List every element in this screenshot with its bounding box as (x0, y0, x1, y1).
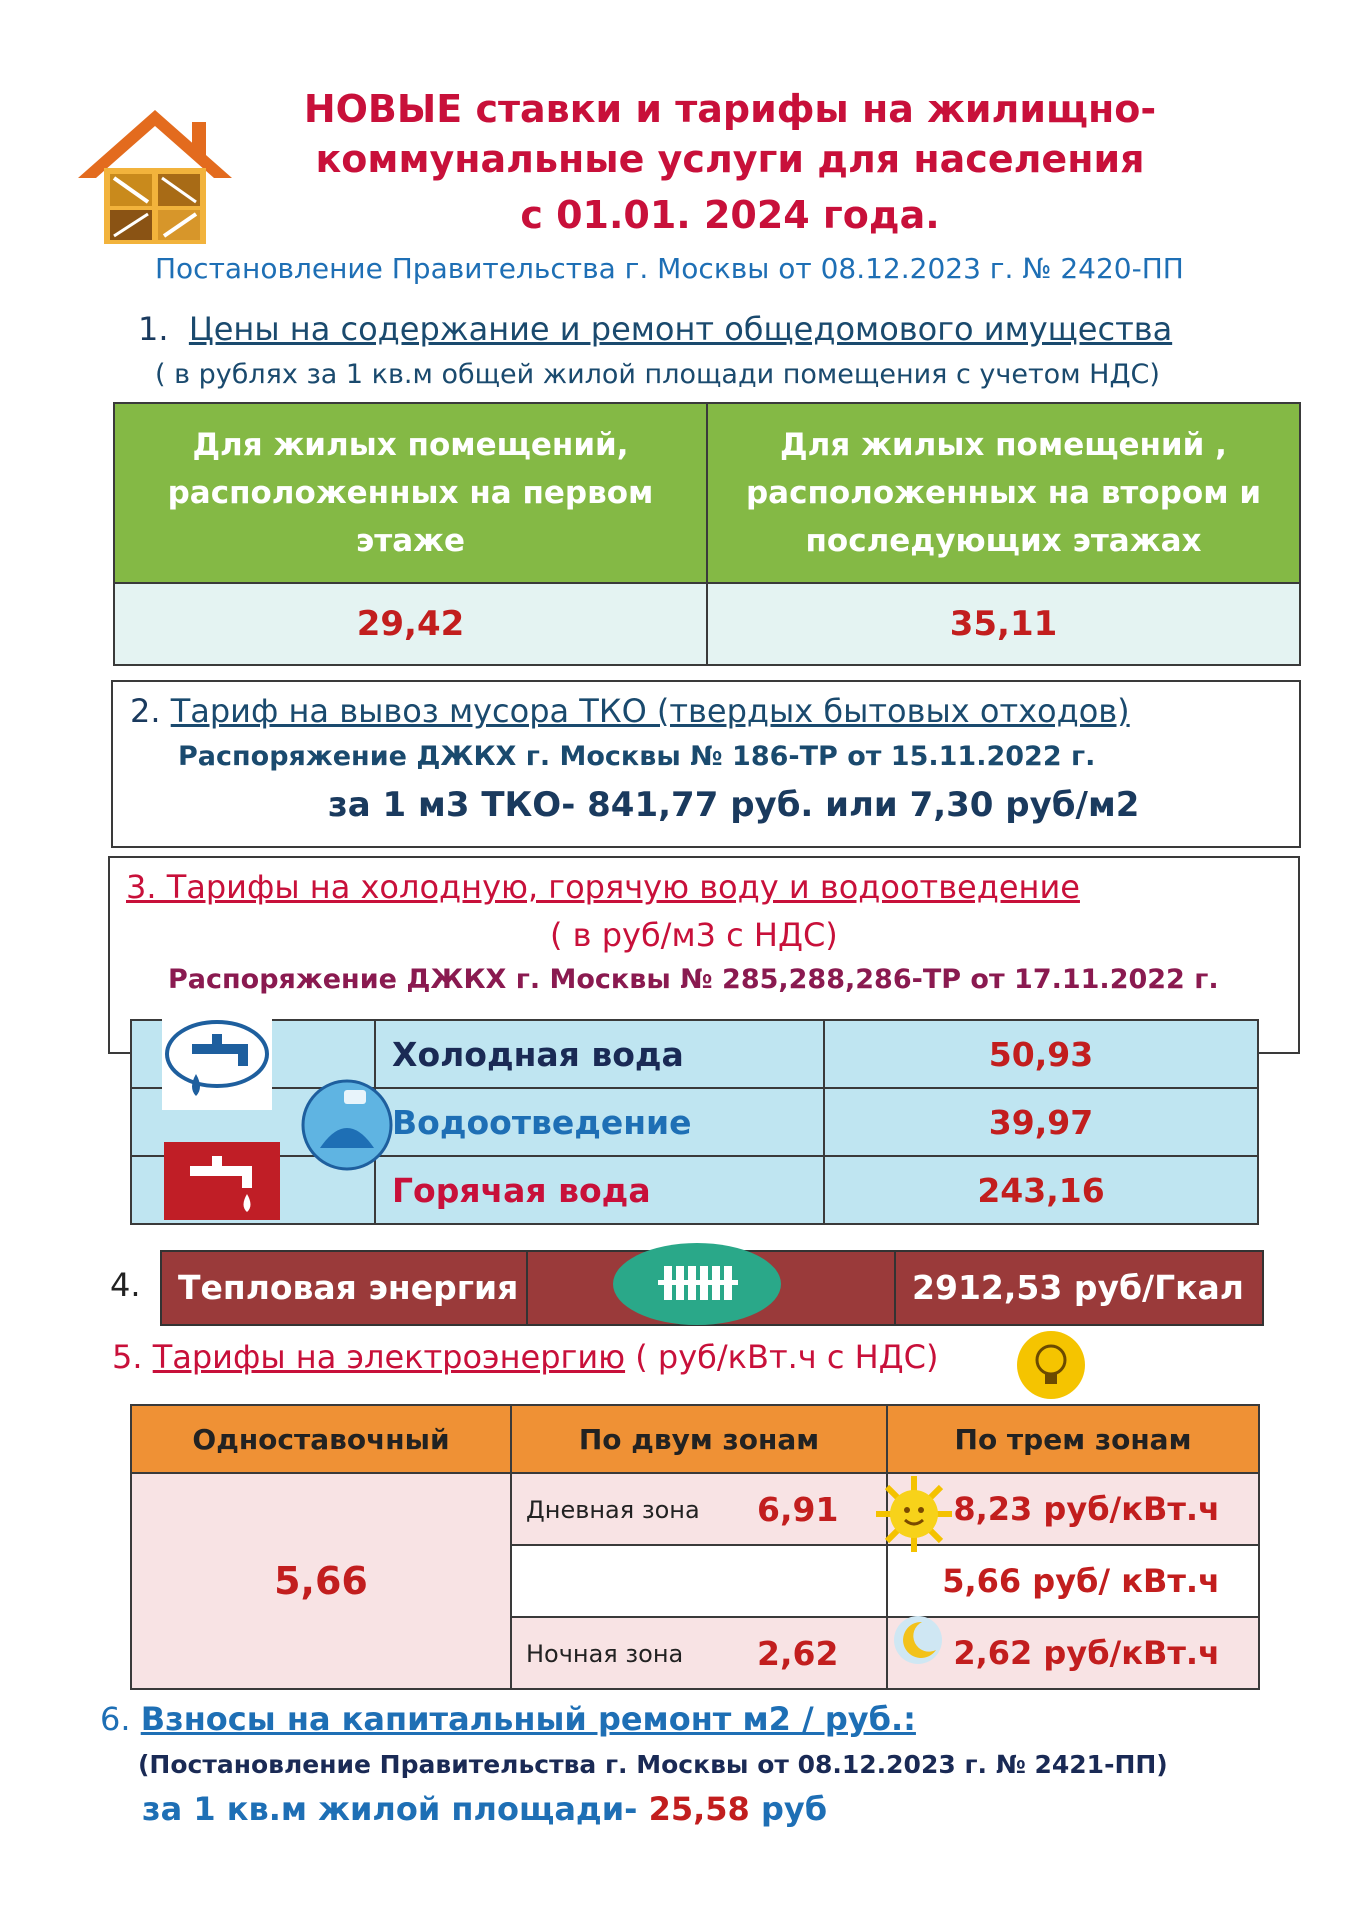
col2-header: Для жилых помещений , расположенных на втором и последующих этажах (707, 403, 1300, 583)
section6-value-prefix: за 1 кв.м жилой площади- (142, 1790, 638, 1828)
maintenance-price-table (113, 402, 1301, 666)
section6-number: 6. (100, 1700, 131, 1738)
heat-value: 2912,53 руб/Гкал (912, 1268, 1244, 1307)
title-line-3: с 01.01. 2024 года. (520, 193, 940, 237)
house-tools-icon (74, 108, 236, 244)
water-row-label: Холодная вода (375, 1020, 824, 1088)
water-row-value: 50,93 (824, 1020, 1258, 1088)
section2-number: 2. (130, 692, 161, 730)
section3-unit: ( в руб/м3 с НДС) (550, 916, 838, 954)
three-zone-night-value: 2,62 руб/кВт.ч (953, 1634, 1220, 1672)
water-drainage-icon (300, 1078, 394, 1172)
water-row-label: Горячая вода (375, 1156, 824, 1224)
section3-decree: Распоряжение ДЖКХ г. Москвы № 285,288,286-ТР от 17.11.2022 г. (168, 964, 1219, 995)
header-decree: Постановление Правительства г. Москвы от 08.12.2023 г. № 2420-ПП (155, 252, 1184, 285)
single-rate-value: 5,66 (274, 1559, 368, 1603)
header-three-zones: По трем зонам (887, 1405, 1259, 1473)
three-zone-half-peak-value: 5,66 руб/ кВт.ч (942, 1562, 1220, 1600)
day-zone-label: Дневная зона (526, 1496, 700, 1524)
section5-unit: ( руб/кВт.ч с НДС) (635, 1338, 939, 1376)
title-line-2: коммунальные услуги для населения (315, 137, 1145, 181)
section6-value-suffix: руб (760, 1790, 828, 1828)
section6-title: Взносы на капитальный ремонт м2 / руб.: (140, 1700, 916, 1738)
section2-title: Тариф на вывоз мусора ТКО (твердых бытовых отходов) (170, 692, 1130, 730)
water-row-label: Водоотведение (375, 1088, 824, 1156)
section3-title: 3. Тарифы на холодную, горячую воду и водоотведение (126, 868, 1080, 906)
section5-title: Тарифы на электроэнергию (152, 1338, 626, 1376)
water-row-value: 39,97 (824, 1088, 1258, 1156)
section6-value: 25,58 (648, 1790, 750, 1828)
light-bulb-icon (1016, 1330, 1086, 1400)
water-row-value: 243,16 (824, 1156, 1258, 1224)
section5-number: 5. (112, 1338, 143, 1376)
night-zone-value: 2,62 (757, 1634, 839, 1673)
night-zone-label: Ночная зона (526, 1640, 684, 1668)
section1-title: Цены на содержание и ремонт общедомового имущества (188, 310, 1173, 348)
radiator-icon (612, 1242, 782, 1326)
sun-icon (874, 1474, 954, 1554)
header-single-rate: Одноставочный (131, 1405, 511, 1473)
title-line-1: НОВЫЕ ставки и тарифы на жилищно- (303, 87, 1157, 131)
col1-header: Для жилых помещений, расположенных на первом этаже (114, 403, 707, 583)
col1-value: 29,42 (114, 583, 707, 665)
moon-icon (892, 1614, 944, 1666)
heat-label: Тепловая энергия (162, 1252, 528, 1324)
section2-decree: Распоряжение ДЖКХ г. Москвы № 186-ТР от 15.11.2022 г. (178, 741, 1096, 772)
section1-number: 1. (138, 310, 169, 348)
col2-value: 35,11 (707, 583, 1300, 665)
hot-water-tap-icon (164, 1142, 280, 1220)
section1-subtitle: ( в рублях за 1 кв.м общей жилой площади помещения с учетом НДС) (155, 359, 1160, 390)
header-two-zones: По двум зонам (511, 1405, 887, 1473)
section6-decree: (Постановление Правительства г. Москвы от 08.12.2023 г. № 2421-ПП) (138, 1750, 1168, 1779)
electricity-tariff-table (130, 1404, 1260, 1690)
section2-value: за 1 м3 ТКО- 841,77 руб. или 7,30 руб/м2 (328, 785, 1140, 825)
day-zone-value: 6,91 (757, 1490, 839, 1529)
three-zone-peak-value: 8,23 руб/кВт.ч (953, 1490, 1220, 1528)
section4-number: 4. (110, 1266, 141, 1304)
table-row (131, 1473, 1259, 1545)
cold-water-tap-icon (162, 1014, 272, 1110)
